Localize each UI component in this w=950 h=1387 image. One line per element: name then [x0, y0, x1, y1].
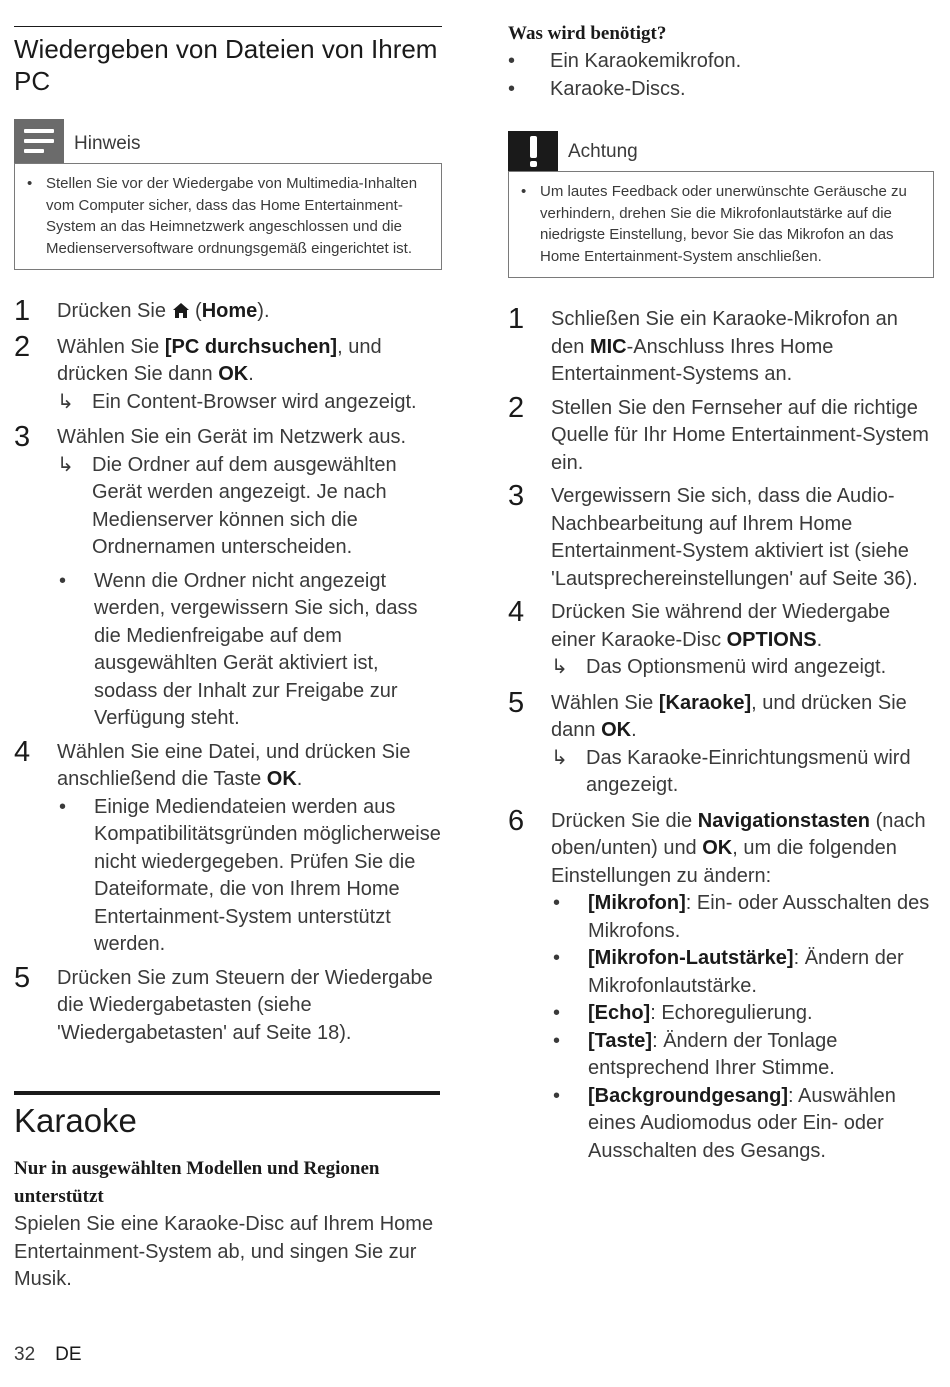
- left-column: [14, 0, 442, 1294]
- step-result: ↳ Die Ordner auf dem ausgewählten Gerät werden angezeigt. Je nach Medienserver können sich die Ordnernamen unterscheiden.: [57, 452, 442, 562]
- pc-steps: [14, 295, 442, 1047]
- step-bullet: • Wenn die Ordner nicht angezeigt werden, vergewissern Sie sich, dass die Medienfreigabe auf dem ausgewählten Gerät aktiviert ist, sodass der Inhalt zur Freigabe zur Verfügung steht.: [59, 569, 418, 729]
- option-item: • [Mikrofon-Lautstärke]: Ändern der Mikrofonlautstärke.: [553, 947, 904, 997]
- arrow-icon: ↳: [551, 746, 568, 769]
- step-3: 3 Vergewissern Sie sich, dass die Audio-Nachbearbeitung auf Ihrem Home Entertainment-System aktiviert ist (siehe 'Lautsprechereinstellungen' auf Seite 36).: [508, 480, 918, 590]
- option-item: • [Taste]: Ändern der Tonlage entsprechend Ihrer Stimme.: [553, 1029, 838, 1079]
- section-title-pc-playback: Wiedergeben von Dateien von Ihrem PC: [14, 34, 438, 96]
- right-column: [508, 0, 936, 1171]
- note-box: [14, 119, 442, 270]
- arrow-icon: ↳: [57, 390, 74, 413]
- karaoke-intro: Spielen Sie eine Karaoke-Disc auf Ihrem Home Entertainment-System ab, und singen Sie zur Musik.: [14, 1213, 434, 1290]
- step-result: ↳ Das Optionsmenü wird angezeigt.: [551, 654, 936, 682]
- option-item: • [Mikrofon]: Ein- oder Ausschalten des Mikrofons.: [553, 892, 930, 942]
- arrow-icon: ↳: [57, 453, 74, 476]
- step-6: 6 Drücken Sie die Navigationstasten (nach oben/unten) und OK, um die folgenden Einstellungen zu ändern: • [Mikrofon]: Ein- oder Ausschalten des Mikrofons. • [Mikrofon-Lautstärke]: Ändern der Mikrofonlautstärke. • [Echo]: Echoregulierung. • [Taste]: Ändern der Tonlage entsprechend Ihrer Stimme. • [Backgroundgesang]: Auswählen eines Audiomodus oder Ein- oder Ausschalten des Gesangs.: [508, 808, 936, 1166]
- home-icon: [172, 300, 190, 328]
- step-1: 1 Schließen Sie ein Karaoke-Mikrofon an den MIC-Anschluss Ihres Home Entertainment-Systems an.: [508, 303, 898, 385]
- karaoke-title: Karaoke: [14, 1102, 137, 1139]
- step-result: ↳ Ein Content-Browser wird angezeigt.: [57, 389, 442, 417]
- step-3: 3 Wählen Sie ein Gerät im Netzwerk aus. ↳ Die Ordner auf dem ausgewählten Gerät werden angezeigt. Je nach Medienserver können sich die Ordnernamen unterscheiden. • Wenn die Ordner nicht angezeigt werden, vergewissern Sie sich, dass die Medienfreigabe auf dem ausgewählten Gerät aktiviert ist, sodass der Inhalt zur Freigabe zur Verfügung steht.: [14, 424, 442, 733]
- needed-item: • Karaoke-Discs.: [508, 77, 686, 100]
- step-5: 5 Drücken Sie zum Steuern der Wiedergabe die Wiedergabetasten (siehe 'Wiedergabetasten' auf Seite 18).: [14, 961, 433, 1044]
- step-2: 2 Wählen Sie [PC durchsuchen], und drücken Sie dann OK. ↳ Ein Content-Browser wird angezeigt.: [14, 334, 442, 417]
- step-result: ↳ Das Karaoke-Einrichtungsmenü wird angezeigt.: [551, 745, 936, 800]
- warning-label: Achtung: [568, 141, 638, 162]
- note-item: • Stellen Sie vor der Wiedergabe von Multimedia-Inhalten vom Computer sicher, dass das Home Entertainment-System an das Heimnetzwerk angeschlossen und die Medienserversoftware ordnungsgemäß eingerichtet ist.: [27, 175, 418, 257]
- page-number: 32: [14, 1344, 36, 1365]
- step-5: 5 Wählen Sie [Karaoke], und drücken Sie dann OK. ↳ Das Karaoke-Einrichtungsmenü wird angezeigt.: [508, 690, 936, 800]
- warning-item: • Um lautes Feedback oder unerwünschte Geräusche zu verhindern, drehen Sie die Mikrofonlautstärke auf die niedrigste Einstellung, bevor Sie das Mikrofon an das Home Entertainment-System anschließen.: [521, 183, 907, 265]
- step-4: 4 Wählen Sie eine Datei, und drücken Sie anschließend die Taste OK. • Einige Mediendateien werden aus Kompatibilitätsgründen möglicherweise nicht wiedergegeben. Prüfen Sie die Dateiformate, die von Ihrem Home Entertainment-System unterstützt werden.: [14, 739, 442, 959]
- step-1: 1 Drücken Sie (Home).: [14, 295, 270, 327]
- warning-icon: [508, 131, 558, 171]
- option-item: • [Backgroundgesang]: Auswählen eines Audiomodus oder Ein- oder Ausschalten des Gesangs.: [553, 1084, 896, 1162]
- option-item: • [Echo]: Echoregulierung.: [553, 1002, 813, 1024]
- note-label: Hinweis: [74, 133, 141, 154]
- step-2: 2 Stellen Sie den Fernseher auf die richtige Quelle für Ihr Home Entertainment-System ein.: [508, 391, 929, 474]
- step-bullet: • Einige Mediendateien werden aus Kompatibilitätsgründen möglicherweise nicht wiedergegeben. Prüfen Sie die Dateiformate, die von Ihrem Home Entertainment-System unterstützt werden.: [59, 795, 441, 955]
- page-footer: [14, 1344, 82, 1366]
- needed-item: • Ein Karaokemikrofon.: [508, 50, 742, 72]
- needed-title: Was wird benötigt?: [508, 23, 667, 44]
- karaoke-steps: [508, 303, 936, 1165]
- language-code: DE: [55, 1344, 82, 1365]
- step-number: 1: [14, 295, 31, 327]
- arrow-icon: ↳: [551, 656, 568, 678]
- warning-box: [508, 131, 936, 278]
- karaoke-subtitle: Nur in ausgewählten Modellen und Regionen unterstützt: [14, 1158, 380, 1207]
- step-4: 4 Drücken Sie während der Wiedergabe einer Karaoke-Disc OPTIONS. ↳ Das Optionsmenü wird angezeigt.: [508, 599, 936, 682]
- note-icon: [14, 119, 64, 163]
